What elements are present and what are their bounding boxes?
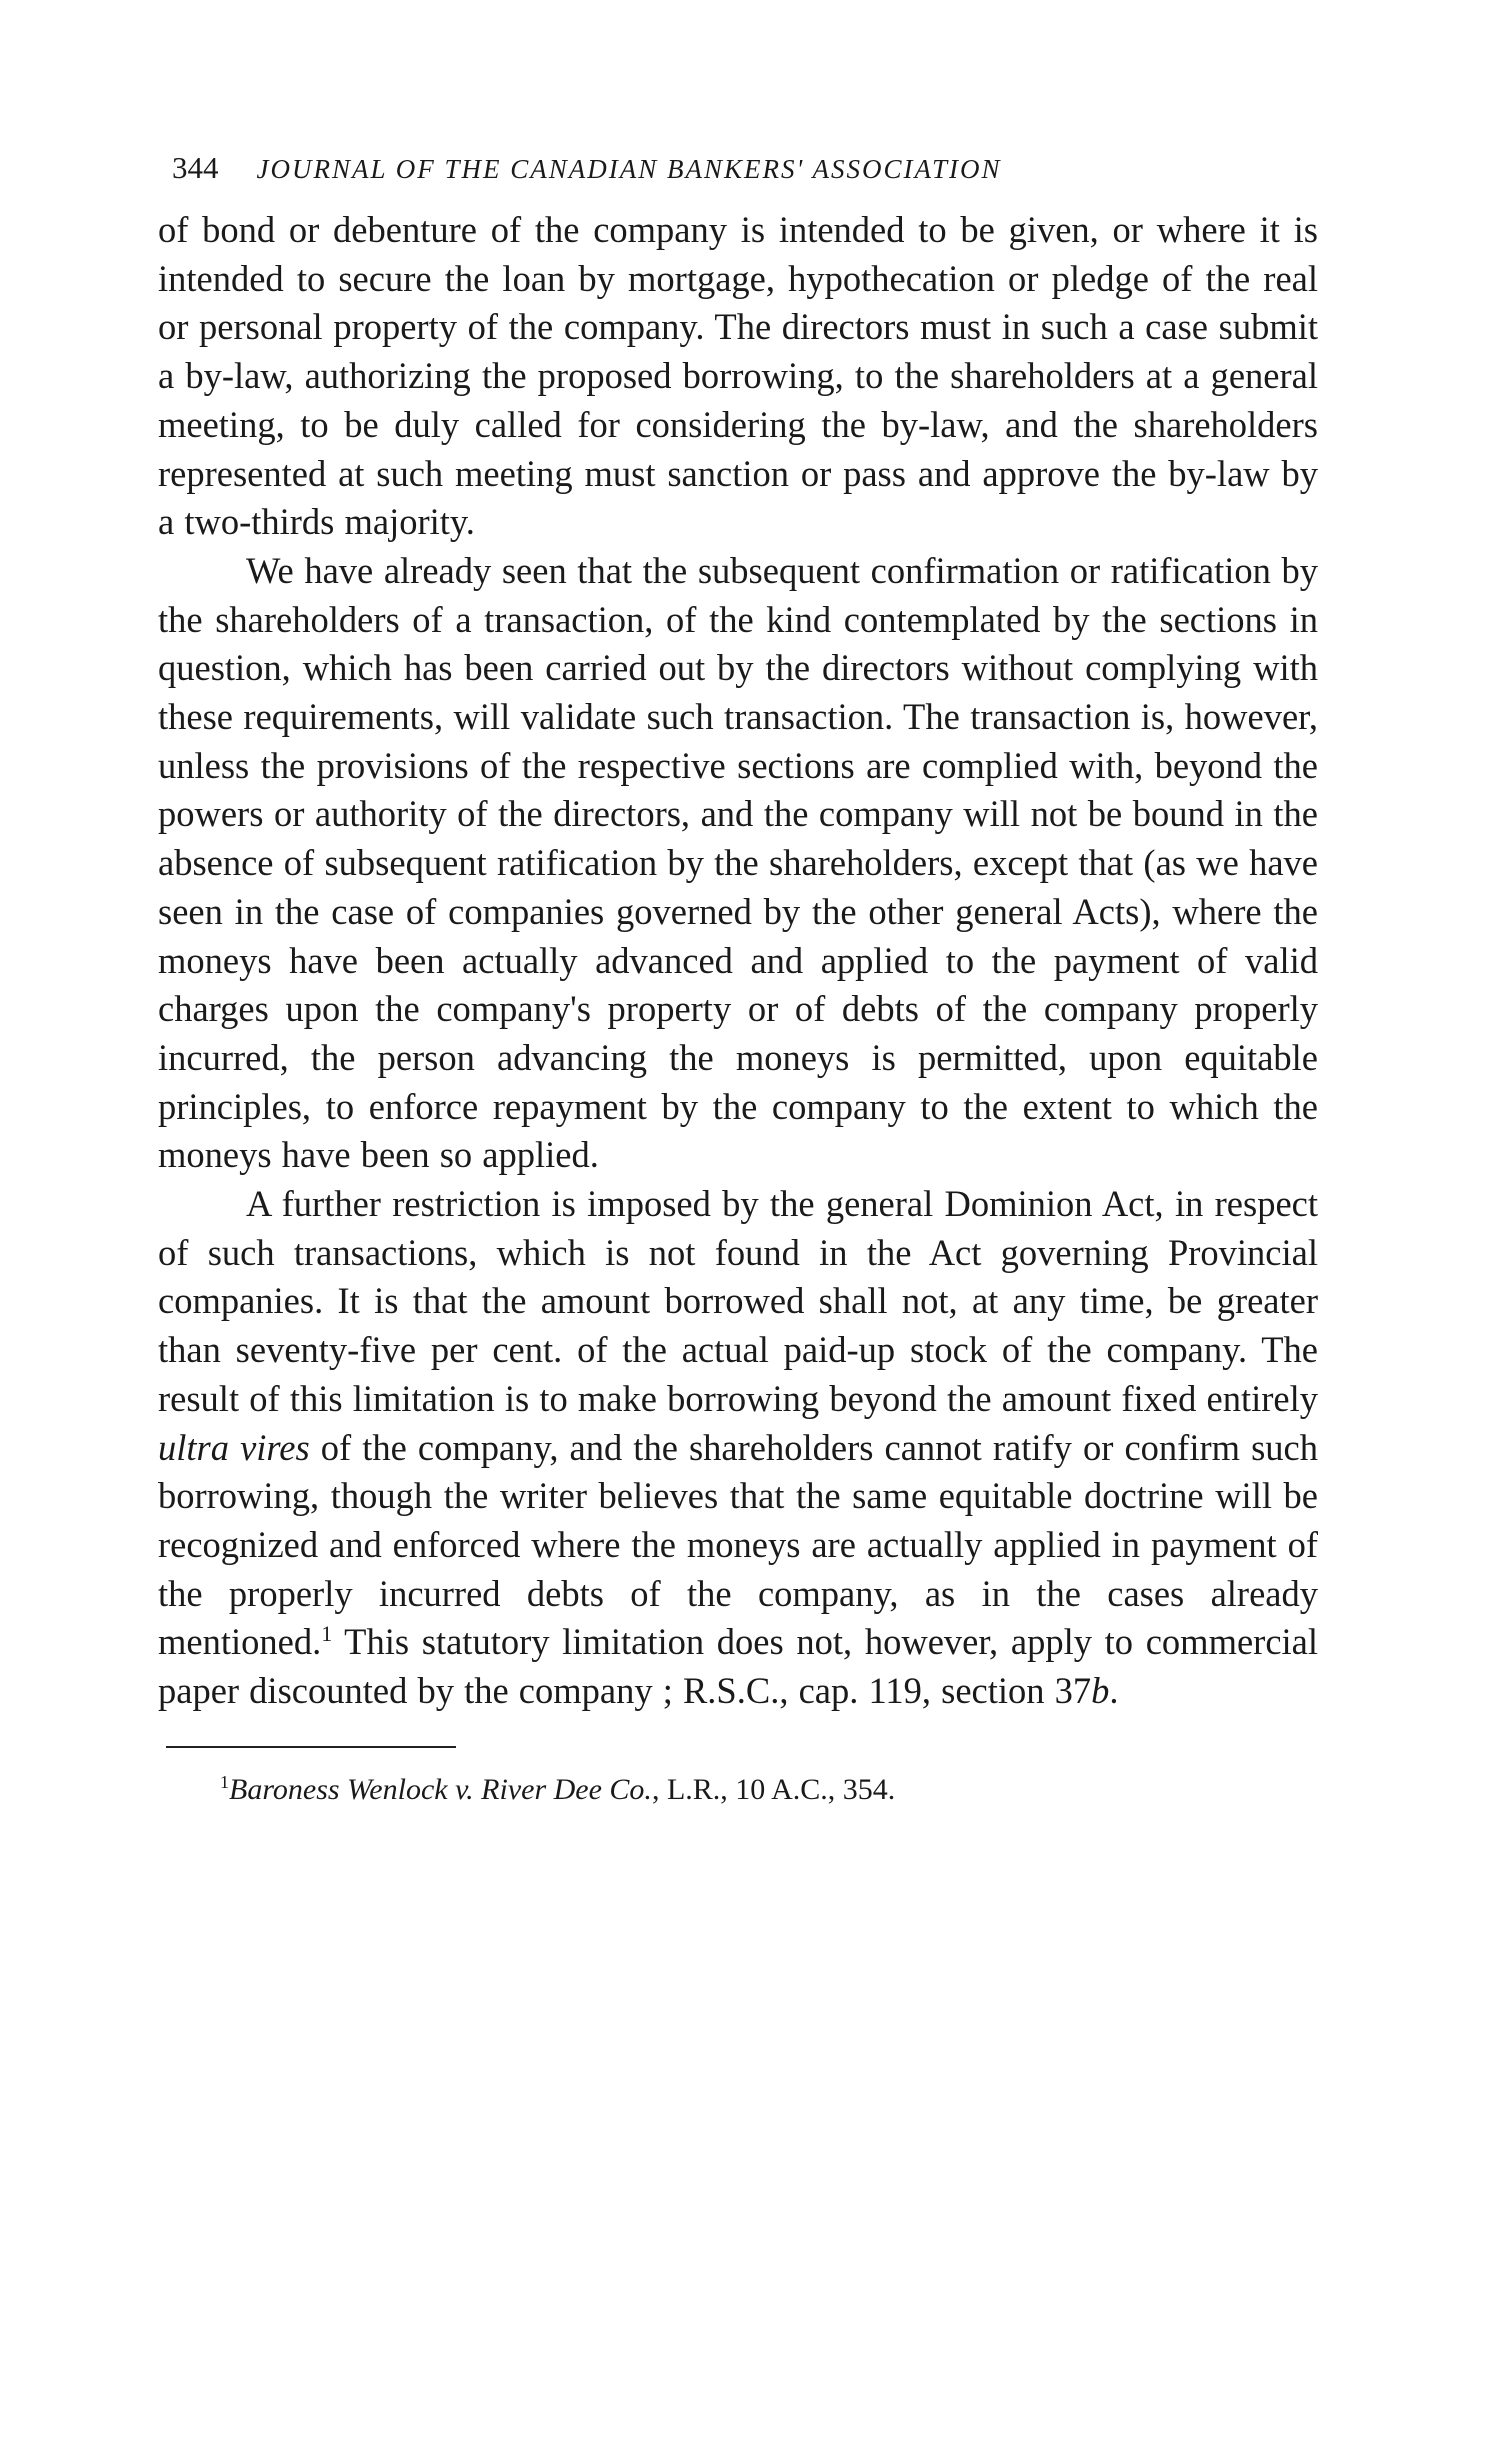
footnote-rule	[166, 1746, 456, 1748]
running-head	[172, 150, 1318, 206]
paragraph-3	[158, 1180, 1318, 1716]
running-title: JOURNAL OF THE CANADIAN BANKERS' ASSOCIATION	[256, 154, 1002, 184]
body-text	[158, 206, 1318, 1716]
page-number: 344	[172, 150, 219, 185]
footnote-case-name: Baroness Wenlock v. River Dee Co.	[229, 1772, 652, 1806]
footnote	[220, 1770, 1318, 1810]
footnote-reference: 1	[321, 1621, 333, 1647]
footnote-citation: , L.R., 10 A.C., 354.	[651, 1772, 896, 1806]
section-suffix: b	[1091, 1670, 1110, 1712]
paragraph-2: We have already seen that the subsequent confirmation or ratification by the shareholders of a transaction, of the kind contemplated by the sections in question, which has been carried out by the directors without complying with these requirements, will validate such transaction. The transaction is, however, unless the provisions of the respective sections are complied with, beyond the powers or authority of the directors, and the company will not be bound in the absence of subsequent ratification by the shareholders, except that (as we have seen in the case of companies governed by the other general Acts), where the moneys have been actually advanced and applied to the payment of valid charges upon the company's property or of debts of the company properly incurred, the person advancing the moneys is permitted, upon equitable principles, to enforce repayment by the company to the extent to which the moneys have been so applied.	[158, 549, 1318, 1176]
paragraph-1: of bond or debenture of the company is intended to be given, or where it is intended to secure the loan by mortgage, hypothecation or pledge of the real or personal property of the company. The directors must in such a case submit a by-law, authorizing the proposed borrowing, to the shareholders at a general meeting, to be duly called for considering the by-law, and the shareholders represented at such meeting must sanction or pass and approve the by-law by a two-thirds majority.	[158, 209, 1318, 543]
paragraph-3-part-1: A further restriction is imposed by the general Dominion Act, in respect of such transactions, which is not found in the Act governing Provincial companies. It is that the amount borrowed shall not, at any time, be greater than seventy-five per cent. of the actual paid-up stock of the company. The result of this limitation is to make borrowing beyond the amount fixed entirely	[158, 1183, 1318, 1419]
paragraph-3-part-3: This statutory limitation does not, however, apply to commercial paper discounted by the company ; R.S.C., cap. 119, section 37	[158, 1621, 1318, 1712]
page	[158, 150, 1318, 1810]
paragraph-3-end: .	[1109, 1670, 1119, 1712]
paragraph-3-part-2: of the company, and the shareholders cannot ratify or confirm such borrowing, though the writer believes that the same equitable doctrine will be recognized and enforced where the moneys are actually applied in payment of the properly incurred debts of the company, as in the cases already mentioned.	[158, 1426, 1318, 1663]
footnote-mark: 1	[220, 1771, 229, 1792]
italic-ultra-vires: ultra vires	[158, 1426, 310, 1468]
